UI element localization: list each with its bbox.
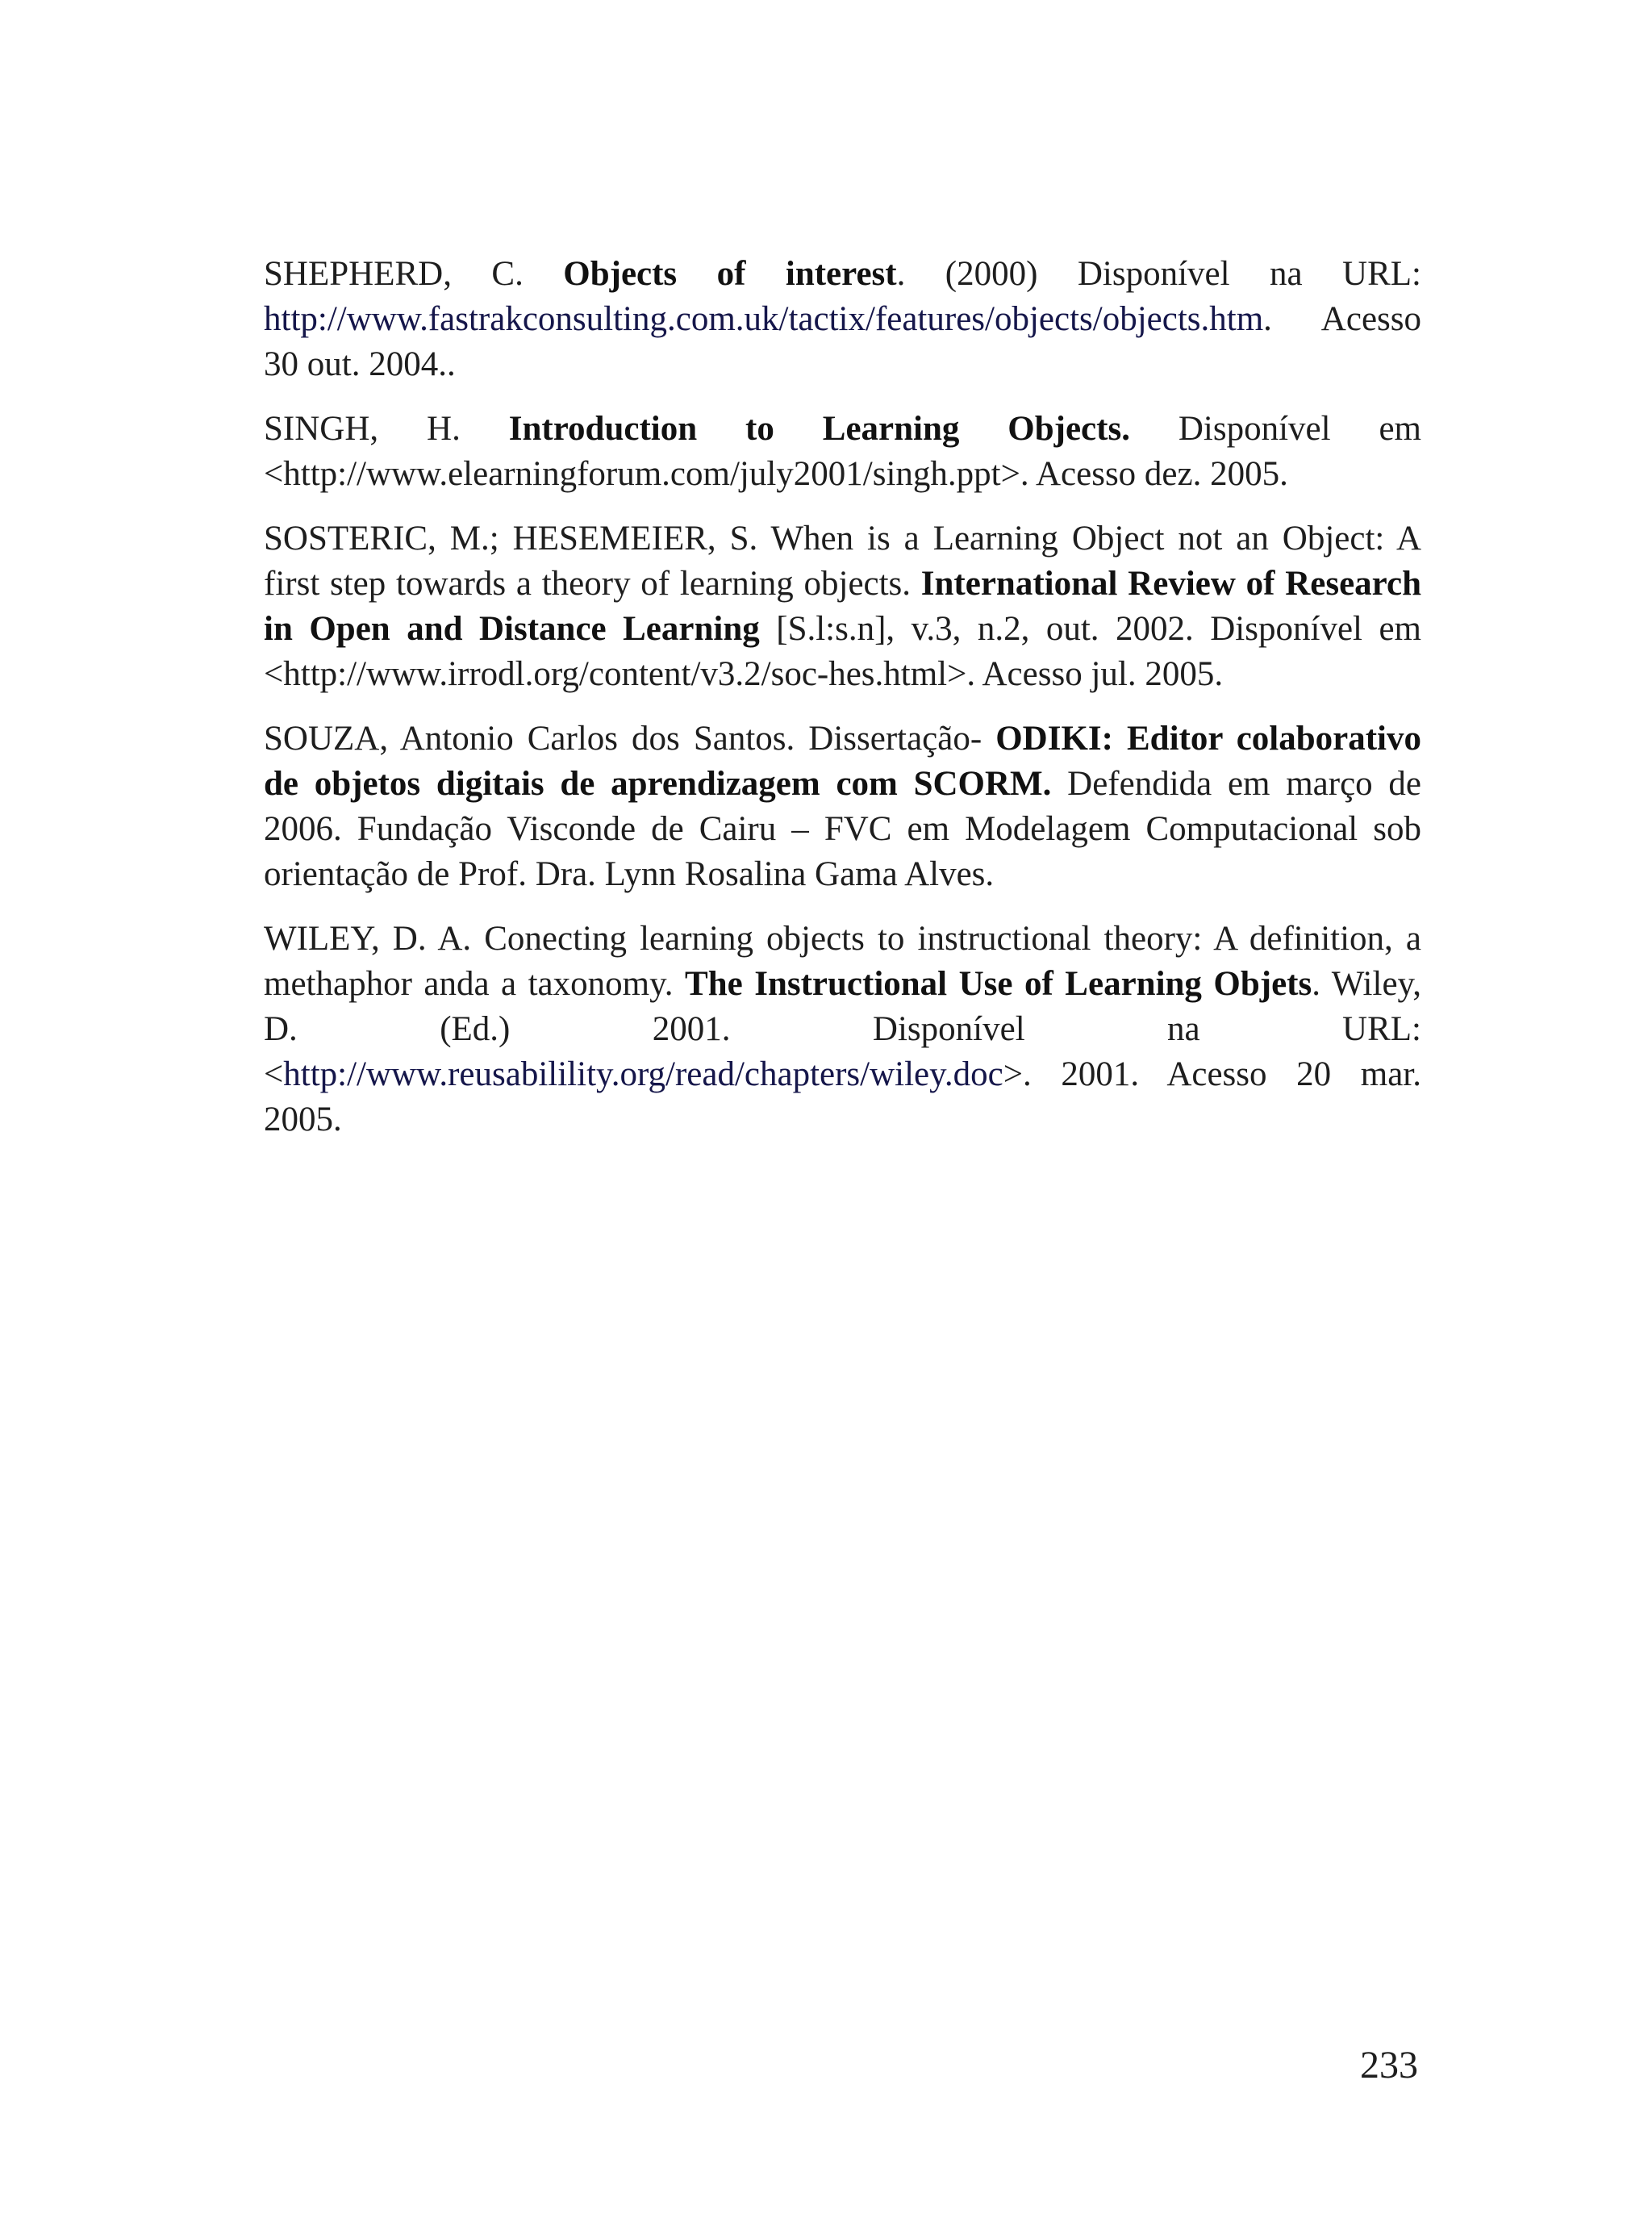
reference-title: Introduction to Learning Objects. <box>508 410 1130 448</box>
reference-text: SHEPHERD, C. <box>264 255 564 293</box>
reference-text: [S.l:s.n], v.3, n.2, out. 2002. Disponível em <http://www.irrodl.org/content/v3.2/soc-hes.html>. Acesso jul. 2005. <box>264 610 1421 693</box>
reference-text: SOSTERIC, M.; HESEMEIER, S. When is a Learning Object not an Object: A first step towards a theory of learning objects. <box>264 520 1421 603</box>
reference-entry-singh <box>264 407 1421 497</box>
reference-text: . (2000) Disponível na URL: <box>896 255 1421 293</box>
reference-text: >. 2001. Acesso 20 mar. 2005. <box>264 1055 1421 1138</box>
reference-title: Objects of interest <box>563 255 897 293</box>
reference-title: The Instructional Use of Learning Objets <box>685 965 1312 1003</box>
reference-text: Disponível em <http://www.elearningforum.com/july2001/singh.ppt>. Acesso dez. 2005. <box>264 410 1422 493</box>
reference-entry-wiley <box>264 917 1421 1142</box>
reference-title: International Review of Research in Open and Distance Learning <box>264 565 1421 648</box>
reference-entry-sosteric <box>264 516 1421 697</box>
reference-text: . Wiley, D. (Ed.) 2001. Disponível na URL: < <box>264 965 1421 1093</box>
reference-url[interactable]: http://www.fastrakconsulting.com.uk/tactix/features/objects/objects.htm <box>264 300 1264 338</box>
reference-text: WILEY, D. A. Conecting learning objects to instructional theory: A definition, a methaphor anda a taxonomy. <box>264 920 1421 1003</box>
reference-list <box>264 252 1421 1162</box>
reference-entry-shepherd <box>264 252 1421 387</box>
reference-text: SINGH, H. <box>264 410 509 448</box>
reference-title: ODIKI: Editor colaborativo de objetos digitais de aprendizagem com SCORM. <box>264 720 1421 803</box>
reference-text: SOUZA, Antonio Carlos dos Santos. Dissertação- <box>264 720 996 758</box>
reference-text: . Acesso 30 out. 2004.. <box>264 300 1421 383</box>
page-number: 233 <box>1360 2044 1418 2087</box>
reference-text: Defendida em março de 2006. Fundação Visconde de Cairu – FVC em Modelagem Computacional sob orientação de Prof. Dra. Lynn Rosalina Gama Alves. <box>264 765 1421 893</box>
reference-url[interactable]: http://www.reusabilility.org/read/chapters/wiley.doc <box>283 1055 1003 1093</box>
reference-entry-souza <box>264 716 1421 897</box>
